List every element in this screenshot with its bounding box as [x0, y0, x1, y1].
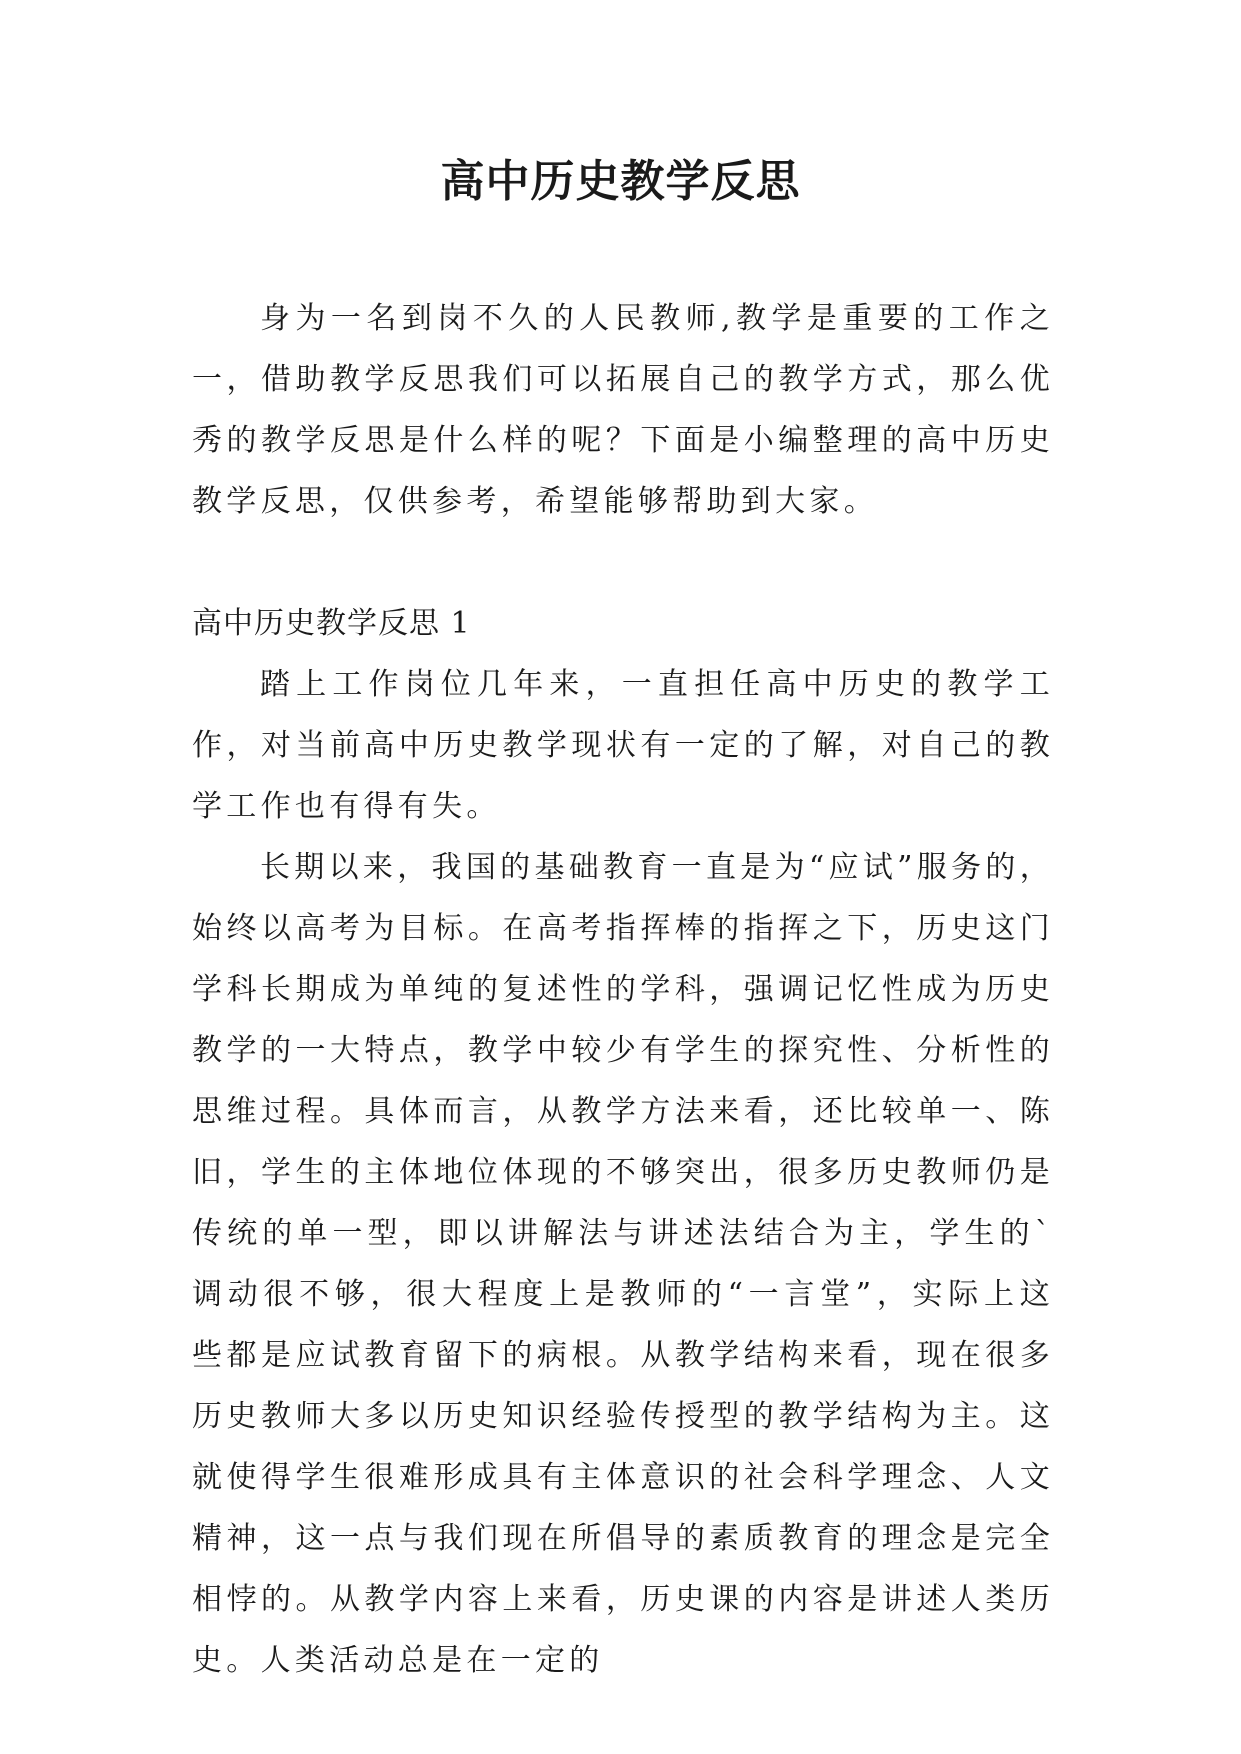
document-body: [192, 288, 1054, 1691]
intro-paragraph: 身为一名到岗不久的人民教师,教学是重要的工作之一，借助教学反思我们可以拓展自己的教学方式，那么优秀的教学反思是什么样的呢？下面是小编整理的高中历史教学反思，仅供参考，希望能够帮助到大家。: [192, 301, 1054, 519]
section-heading: 高中历史教学反思 1: [192, 606, 471, 641]
body-paragraph: 长期以来，我国的基础教育一直是为“应试”服务的，始终以高考为目标。在高考指挥棒的指挥之下，历史这门学科长期成为单纯的复述性的学科，强调记忆性成为历史教学的一大特点，教学中较少有学生的探究性、分析性的思维过程。具体而言，从教学方法来看，还比较单一、陈旧，学生的主体地位体现的不够突出，很多历史教师仍是传统的单一型，即以讲解法与讲述法结合为主，学生的`调动很不够，很大程度上是教师的“一言堂”，实际上这些都是应试教育留下的病根。从教学结构来看，现在很多历史教师大多以历史知识经验传授型的教学结构为主。这就使得学生很难形成具有主体意识的社会科学理念、人文精神，这一点与我们现在所倡导的素质教育的理念是完全相悖的。从教学内容上来看，历史课的内容是讲述人类历史。人类活动总是在一定的: [192, 850, 1054, 1678]
body-paragraph: 踏上工作岗位几年来，一直担任高中历史的教学工作，对当前高中历史教学现状有一定的了解，对自己的教学工作也有得有失。: [192, 667, 1054, 824]
document-title: 高中历史教学反思: [440, 156, 801, 207]
